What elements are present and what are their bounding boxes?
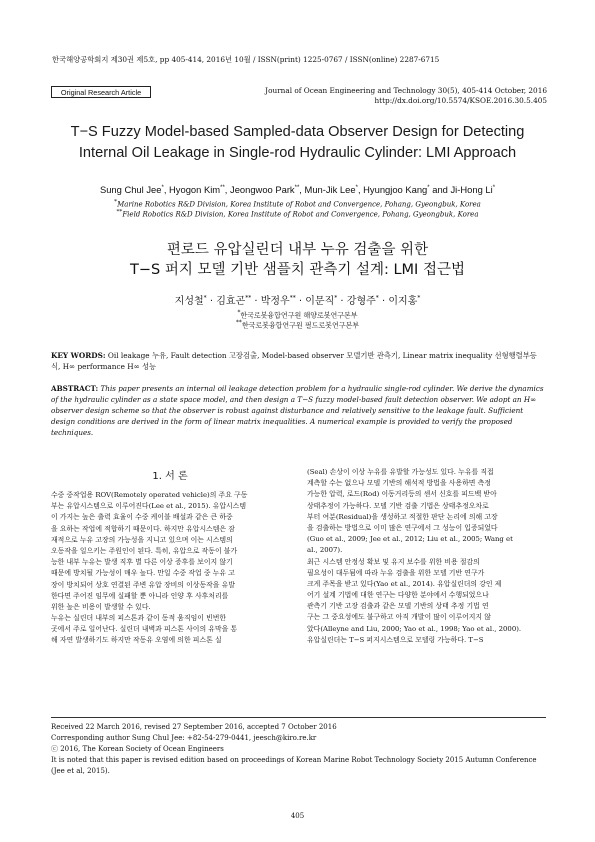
copyright: ⓒ 2016, The Korean Society of Ocean Engineers — [51, 745, 224, 753]
korean-title-line-2: T−S 퍼지 모델 기반 샘플치 관측기 설계: LMI 접근법 — [130, 262, 465, 278]
body-text-line: 가능한 압력, 로드(Rod) 이동거리등의 센서 신호를 피드백 받아 — [307, 490, 497, 499]
paper-title-line-2: Internal Oil Leakage in Single-rod Hydraulic Cylinder: LMI Approach — [78, 145, 517, 161]
affiliation-text: Field Robotics R&D Division, Korea Institute of Robot and Convergence, Pohang, Gyeongbuk, Korea — [122, 210, 479, 219]
author-separator: and — [429, 184, 451, 195]
author-separator: , — [224, 184, 230, 195]
revision-note: It is noted that this paper is revised edition based on proceedings of Korean Marine Robot Technology Society 2015 Autumn Conference (Jee et al, 2015). — [51, 756, 537, 775]
paper-title-line-1: T−S Fuzzy Model-based Sampled-data Observer Design for Detecting — [70, 124, 525, 140]
author-separator: · — [337, 296, 347, 307]
abstract-label: ABSTRACT: — [51, 384, 99, 393]
body-text-line: 때문에 방치될 가능성이 매우 높다. 만일 수중 작업 중 누유 고 — [51, 569, 235, 578]
affiliation-mark: * — [237, 310, 241, 316]
received-dates: Received 22 March 2016, revised 27 September 2016, accepted 7 October 2016 — [51, 723, 337, 731]
author-name: Hyogon Kim — [169, 184, 221, 195]
body-text-line: 을 검출하는 방법으로 이미 많은 연구에서 그 성능이 입증되었다 — [307, 523, 498, 532]
affiliation-1 — [40, 199, 555, 208]
author-name: Jeongwoo Park — [230, 184, 295, 195]
body-text-line: 이 가지는 높은 출력 효율이 수중 케이블 배설과 같은 큰 하중 — [51, 513, 233, 522]
korean-title-line-1: 편로드 유압실린더 내부 누유 검출을 위한 — [166, 242, 429, 258]
author-affiliation-mark: * — [375, 294, 379, 302]
affiliation-text: 한국로봇융합연구원 필드로봇연구본부 — [241, 321, 359, 330]
author-affiliation-mark: ** — [289, 294, 296, 302]
body-text-line: 상태추정이 가능하다. 모델 기반 검출 기법은 상태추정오차로 — [307, 501, 489, 510]
korean-affiliation-1 — [40, 310, 555, 320]
korean-affiliation-2 — [40, 320, 555, 330]
author-affiliation-mark: * — [161, 184, 164, 191]
body-text-line: 필요성이 대두됨에 따라 누유 검출을 위한 모델 기반 연구가 — [307, 568, 485, 577]
affiliation-mark: * — [114, 199, 118, 205]
author-separator: · — [206, 296, 217, 307]
abstract-text: This paper presents an internal oil leakage detection problem for a hydraulic single-rod cylinder. We derive the dynamics of the hydraulic cylinder as a state space model, and then design a T−S fuzzy model-based fault detection observer. We adopt an H∞ observer design scheme so that the observer is robust against disturbance and relatively sensitive to the leakage fault. Sufficient design conditions are derived in the form of linear matrix inequalities. A numerical example is provided to verify the proposed techniques. — [51, 384, 544, 437]
author-name: 이문직 — [305, 296, 335, 307]
author-separator: , — [357, 184, 364, 195]
corresponding-author: Corresponding author Sung Chul Jee: +82-54-279-0441, jeesch@kiro.re.kr — [51, 734, 317, 742]
author-name: Ji-Hong Li — [450, 184, 493, 195]
author-name: 이지홍 — [388, 296, 418, 307]
author-separator: · — [251, 296, 261, 307]
author-affiliation-mark: * — [427, 184, 430, 191]
author-name: Sung Chul Jee — [99, 184, 162, 195]
author-name: 강형주 — [346, 296, 376, 307]
affiliation-2 — [40, 209, 555, 218]
author-affiliation-mark: * — [355, 184, 358, 191]
affiliation-text: 한국로봇융합연구원 해양로봇연구본부 — [240, 311, 358, 320]
author-name: 지성철 — [174, 296, 204, 307]
keywords-label: KEY WORDS: — [51, 351, 106, 360]
body-text-line: 곳에서 주로 일어난다. 실린더 내벽과 피스톤 사이의 유막을 통 — [51, 625, 238, 634]
page-number: 405 — [290, 812, 305, 820]
body-text-line: (Guo et al., 2009; Jee et al., 2012; Liu et al., 2005; Wang et — [307, 535, 513, 544]
abstract — [51, 383, 546, 438]
body-text-line: 어기 설계 기법에 대한 연구는 다양한 분야에서 수행되었으나 — [307, 591, 489, 600]
author-separator: · — [295, 296, 306, 307]
author-separator: , — [163, 184, 170, 195]
author-name: 박정우 — [260, 296, 290, 307]
author-separator: , — [299, 184, 305, 195]
body-text-line: 부터 여분(Residual)을 생성하고 적절한 판단 논리에 의해 고장 — [307, 512, 498, 521]
body-text-line: 관측기 기반 고장 검출과 같은 모델 기반의 상태 추정 기법 연 — [307, 602, 489, 611]
author-affiliation-mark: ** — [220, 184, 225, 191]
body-text-line: al., 2007). — [307, 546, 343, 555]
body-text-line: 았다(Alleyne and Liu, 2000; Yao et al., 1998; Yao et al., 2000). — [307, 624, 522, 633]
body-text-line: 한다면 주어진 임무에 실패할 뿐 아니라 인양 후 사후처리를 — [51, 591, 229, 600]
body-text-line: 위한 높은 비용이 발생할 수 있다. — [51, 602, 151, 611]
footnote-divider — [51, 717, 546, 718]
affiliation-text: Marine Robotics R&D Division, Korea Institute of Robot and Convergence, Pohang, Gyeongbuk, Korea — [117, 200, 481, 209]
body-text-line: 재적으로 누유 고장의 가능성을 지니고 있으며 이는 시스템의 — [51, 535, 233, 544]
journal-citation: Journal of Ocean Engineering and Technology 30(5), 405-414 October, 2016 — [265, 86, 547, 95]
body-text-line: 부는 유압시스템으로 이루어진다(Lee et al., 2015). 유압시스템 — [51, 502, 246, 511]
author-affiliation-mark: * — [492, 184, 496, 191]
article-type-badge: Original Research Article — [51, 86, 151, 98]
author-name: 김효곤 — [216, 296, 246, 307]
body-text-line: 계측할 수는 없으나 모델 기반의 해석적 방법을 사용하면 측정 — [307, 479, 491, 488]
author-affiliation-mark: * — [203, 294, 207, 302]
author-affiliation-mark: ** — [245, 294, 252, 302]
body-text-line: 장이 방치되어 상호 연결된 주변 유압 장비의 이상동작을 유발 — [51, 580, 235, 589]
body-text-line: 누유는 실린더 내부의 피스톤과 같이 동적 움직임이 빈번한 — [51, 614, 227, 623]
body-text-line: (Seal) 손상이 이상 누유를 유발할 가능성도 있다. 누유를 직접 — [307, 468, 494, 476]
body-column-right — [307, 467, 545, 646]
running-header: 한국해양공학회지 제30권 제5호, pp 405-414, 2016년 10월 / ISSN(print) 1225-0767 / ISSN(online) 2287-6715 — [52, 55, 440, 64]
author-affiliation-mark: ** — [294, 184, 300, 191]
body-text-line: 능한 내부 누유는 발생 직후 별 다른 이상 증후를 보이지 않기 — [51, 558, 233, 567]
author-name: Mun-Jik Lee — [304, 184, 356, 195]
section-heading-introduction: 1. 서 론 — [152, 471, 188, 482]
author-affiliation-mark: * — [417, 294, 421, 302]
body-text-line: 을 요하는 작업에 적합하기 때문이다. 하지만 유압시스템은 잠 — [51, 524, 235, 533]
author-separator: · — [378, 296, 389, 307]
body-text-line: 크게 주목을 받고 있다(Yao et al., 2014). 유압실린더의 강인 제 — [307, 579, 502, 588]
author-name: Hyungjoo Kang — [363, 184, 428, 195]
doi-link[interactable]: http://dx.doi.org/10.5574/KSOE.2016.30.5.405 — [374, 96, 547, 105]
body-text-line: 오동작을 일으키는 주원인이 된다. 특히, 유압으로 작동이 불가 — [51, 546, 238, 555]
body-text-line: 해 자연 발생하기도 하지만 작동유 오염에 의한 피스톤 실 — [51, 636, 222, 645]
body-text-line: 유압실린더는 T−S 퍼지시스템으로 모델링 가능하다. T−S — [307, 635, 484, 644]
body-text-line: 최근 시스템 안정성 확보 및 유지 보수를 위한 비용 절감의 — [307, 557, 480, 566]
author-affiliation-mark: * — [334, 294, 338, 302]
body-text-line: 구는 그 중요성에도 불구하고 아직 개발이 많이 이루어지지 않 — [307, 613, 491, 622]
body-column-left — [51, 490, 289, 647]
korean-author-list — [40, 292, 555, 307]
author-list — [40, 184, 555, 195]
affiliation-mark: ** — [116, 209, 123, 215]
keywords-text: Oil leakage 누유, Fault detection 고장검출, Model-based observer 모델기반 관측기, Linear matrix inequality 선형행렬부등식, H∞ performance H∞ 성능 — [51, 351, 537, 371]
affiliation-mark: ** — [235, 320, 242, 326]
keywords — [51, 350, 546, 372]
body-text-line: 수중 중작업용 ROV(Remotely operated vehicle)의 주요 구동 — [51, 491, 248, 499]
